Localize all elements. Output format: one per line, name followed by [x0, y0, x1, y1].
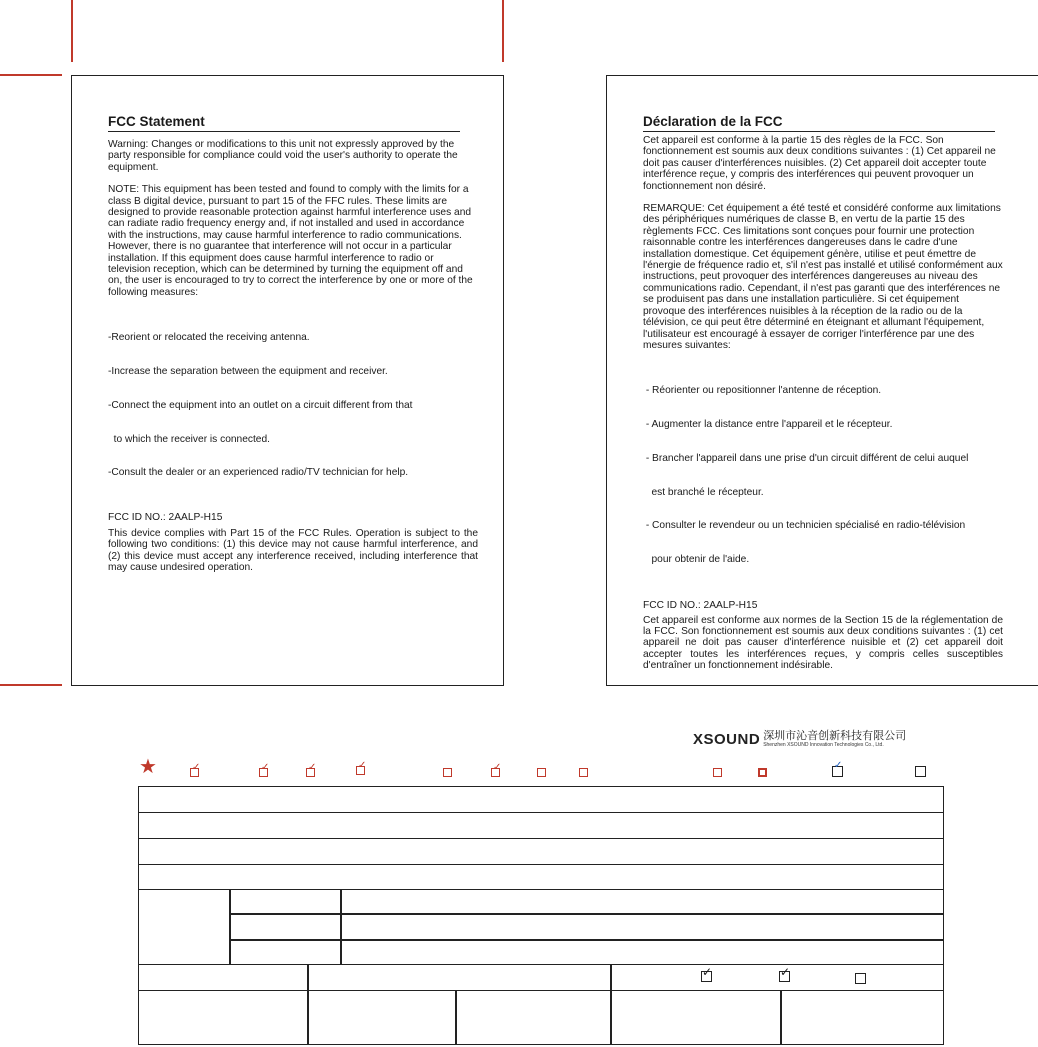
table-divider [229, 939, 944, 941]
list-item: -Reorient or relocated the receiving antenna. [108, 331, 310, 343]
french-content [643, 114, 1003, 672]
table-row [138, 838, 944, 865]
table-divider [455, 990, 457, 1045]
checked-box-icon[interactable]: ✓ [259, 768, 268, 777]
list-item: est branché le récepteur. [643, 486, 764, 498]
table-row [138, 964, 944, 991]
french-fcc-page [606, 75, 1038, 686]
list-item: - Brancher l'appareil dans une prise d'un circuit différent de celui auquel [643, 452, 969, 464]
english-note: NOTE: This equipment has been tested and found to comply with the limits for a class B digital device, pursuant to part 15 of the FFC rules. These limits are designed to provide reasonable protection against harmful interference uses and can radiate radio frequency energy and, if not installed and used in accordance with the instructions, may cause harmful interference to radio communications. However, there is no guarantee that interference will not occur in a particular installation. If this equipment does cause harmful interference to radio or television reception, which can be determined by turning the equipment off and on, the user is encouraged to try to correct the interference by one or more of the following measures: [108, 184, 473, 298]
table-row [138, 812, 944, 839]
french-fcc-id: FCC ID NO.: 2AALP-H15 [643, 600, 758, 612]
checked-box-icon[interactable]: ✓ [190, 768, 199, 777]
table-divider [340, 889, 342, 965]
english-fcc-id: FCC ID NO.: 2AALP-H15 [108, 512, 223, 524]
checkbox-row [0, 756, 1038, 780]
list-item: -Increase the separation between the equipment and receiver. [108, 365, 388, 377]
star-icon: ★ [139, 756, 157, 778]
list-item: pour obtenir de l'aide. [643, 554, 750, 566]
list-item: - Réorienter ou repositionner l'antenne de réception. [643, 384, 882, 396]
table-row [138, 786, 944, 813]
table-block [138, 889, 944, 965]
checked-box-icon[interactable]: ✓ [306, 768, 315, 777]
english-fcc-page [71, 75, 504, 686]
english-compliance: This device complies with Part 15 of the FCC Rules. Operation is subject to the following two conditions: (1) this device may not cause harmful interference, and (2) this device must accept any interference received, including interference that may cause undesired operation. [108, 527, 478, 573]
french-title: Déclaration de la FCC [643, 114, 995, 132]
empty-box-icon[interactable] [915, 766, 926, 777]
french-compliance: Cet appareil est conforme aux normes de la Section 15 de la réglementation de la FCC. Son fonctionnement est soumis aux deux conditions suivantes : (1) cet appareil ne doit pas causer d'interférence nuisible et (2) cet appareil doit accepter toutes les interférences reçues, y compris celles susceptibles d'entraîner un fonctionnement indésirable. [643, 614, 1003, 672]
english-title: FCC Statement [108, 114, 460, 132]
english-content [108, 114, 478, 573]
table-divider [229, 889, 231, 965]
english-measures [108, 309, 478, 501]
english-warning: Warning: Changes or modifications to this unit not expressly approved by the party responsible for compliance could void the user's authority to operate the equipment. [108, 139, 458, 173]
list-item: -Connect the equipment into an outlet on a circuit different from that [108, 399, 413, 411]
checked-box-icon[interactable]: ✓ [491, 768, 500, 777]
checked-box-icon[interactable]: ✓ [356, 766, 365, 775]
table-divider [229, 913, 944, 915]
table-divider [780, 990, 782, 1045]
checked-box-icon[interactable]: ✓ [832, 766, 843, 777]
list-item: - Augmenter la distance entre l'appareil et le récepteur. [643, 418, 893, 430]
list-item: to which the receiver is connected. [108, 433, 270, 445]
table-row [138, 990, 944, 1045]
list-item: - Consulter le revendeur ou un technicien spécialisé en radio-télévision [643, 520, 966, 532]
crop-mark-left-bottom [0, 684, 62, 686]
list-item: -Consult the dealer or an experienced radio/TV technician for help. [108, 467, 409, 479]
empty-box-icon[interactable] [713, 768, 722, 777]
company-brand [693, 731, 906, 748]
crop-mark-top-left [71, 0, 73, 62]
crop-mark-left-top [0, 74, 62, 76]
french-remarque: REMARQUE: Cet équipement a été testé et considéré conforme aux limitations des périphériques numériques de classe B, en vertu de la partie 15 des règlements FCC. Ces limitations sont conçues pour fournir une protection raisonnable contre les interférences dangereuses dans le cadre d'une installation domestique. Cet équipement génère, utilise et peut émettre de l'énergie de fréquence radio et, s'il n'est pas installé et utilisé conformément aux instructions, peut provoquer des interférences dangereuses au niveau des communications radio. Cependant, il n'est pas garanti que des interférences ne se produisent pas dans une installation particulière. Si cet équipement provoque des interférences nuisibles à la réception de la radio ou de la télévision, ce qui peut être déterminé en éteignant et allumant l'équipement, l'utilisateur est encouragé à essayer de corriger l'interférence par une des mesures suivantes: [643, 203, 1003, 351]
empty-box-icon[interactable] [537, 768, 546, 777]
table-row [138, 864, 944, 890]
empty-box-icon[interactable] [758, 768, 767, 777]
company-name-en: Shenzhen XSOUND Innovation Technologies Co., Ltd. [763, 742, 884, 748]
empty-box-icon[interactable] [443, 768, 452, 777]
checked-box-icon[interactable]: ✓ [779, 971, 790, 982]
crop-mark-top-right [502, 0, 504, 62]
checked-box-icon[interactable]: ✓ [701, 971, 712, 982]
french-intro: Cet appareil est conforme à la partie 15 des règles de la FCC. Son fonctionnement est soumis aux deux conditions suivantes : (1) Cet appareil ne doit pas causer d'interférences nuisibles. (2) Cet appareil doit accepter toute interférence reçue, y compris des interférences qui peuvent provoquer un fonctionnement non désiré. [643, 135, 996, 192]
company-name-cn: 深圳市沁音创新科技有限公司 [763, 730, 907, 742]
xsound-logo: XSOUND [693, 731, 761, 748]
french-measures [643, 362, 1003, 588]
empty-box-icon[interactable] [579, 768, 588, 777]
empty-box-icon[interactable] [855, 973, 866, 984]
